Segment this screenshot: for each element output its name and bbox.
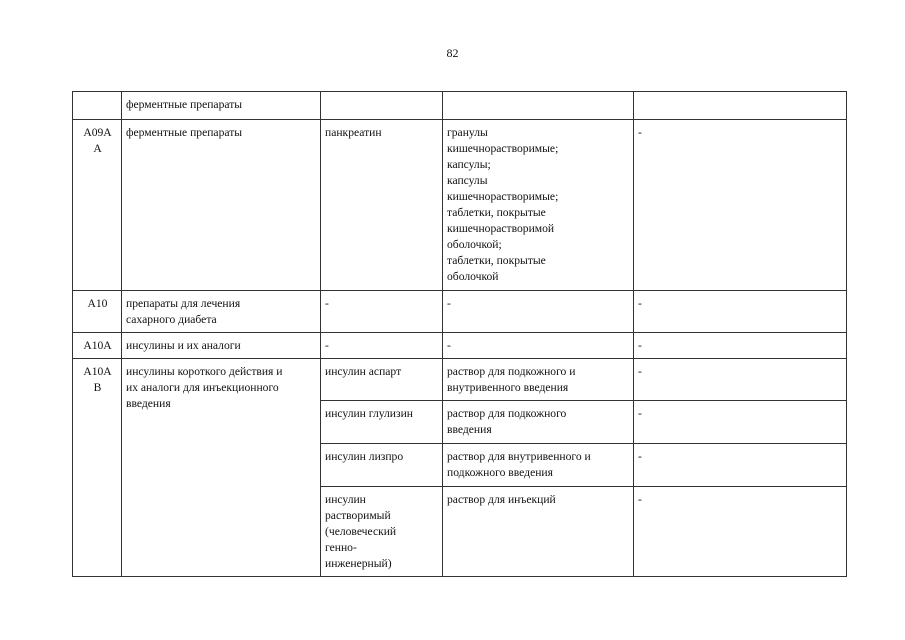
inn-cell: панкреатин: [321, 120, 443, 291]
note-cell: -: [634, 120, 847, 291]
atc-group-cell: ферментные препараты: [122, 92, 321, 120]
drug-list-table: [72, 91, 847, 577]
inn-cell: инсулин аспарт: [321, 359, 443, 401]
inn-cell: -: [321, 333, 443, 359]
note-cell: -: [634, 291, 847, 333]
atc-code-cell: A10: [73, 291, 122, 333]
inn-cell: инсулин лизпро: [321, 444, 443, 487]
page-number: 82: [446, 46, 459, 60]
dosage-form-cell: раствор для подкожного и внутривенного введения: [443, 359, 634, 401]
atc-code-cell: A09A A: [73, 120, 122, 291]
dosage-form-cell: [443, 92, 634, 120]
inn-cell: [321, 92, 443, 120]
note-cell: -: [634, 444, 847, 487]
dosage-form-cell: раствор для инъекций: [443, 487, 634, 577]
note-cell: -: [634, 333, 847, 359]
table-row: [73, 120, 847, 291]
atc-group-cell: инсулины короткого действия и их аналоги для инъекционного введения: [122, 359, 321, 577]
atc-group-cell: инсулины и их аналоги: [122, 333, 321, 359]
note-cell: -: [634, 401, 847, 444]
dosage-form-cell: -: [443, 333, 634, 359]
inn-cell: -: [321, 291, 443, 333]
dosage-form-cell: раствор для внутривенного и подкожного введения: [443, 444, 634, 487]
atc-group-cell: препараты для лечения сахарного диабета: [122, 291, 321, 333]
table-row: [73, 92, 847, 120]
atc-group-cell: ферментные препараты: [122, 120, 321, 291]
dosage-form-cell: гранулы кишечнорастворимые; капсулы; капсулы кишечнорастворимые; таблетки, покрытые кишечнорастворимой оболочкой; таблетки, покрытые оболочкой: [443, 120, 634, 291]
table-row: [73, 359, 847, 401]
inn-cell: инсулин растворимый (человеческий генно- инженерный): [321, 487, 443, 577]
dosage-form-cell: раствор для подкожного введения: [443, 401, 634, 444]
table-row: [73, 333, 847, 359]
inn-cell: инсулин глулизин: [321, 401, 443, 444]
table-row: [73, 291, 847, 333]
note-cell: -: [634, 487, 847, 577]
note-cell: -: [634, 359, 847, 401]
atc-code-cell: A10A: [73, 333, 122, 359]
note-cell: [634, 92, 847, 120]
dosage-form-cell: -: [443, 291, 634, 333]
atc-code-cell: A10A B: [73, 359, 122, 577]
atc-code-cell: [73, 92, 122, 120]
